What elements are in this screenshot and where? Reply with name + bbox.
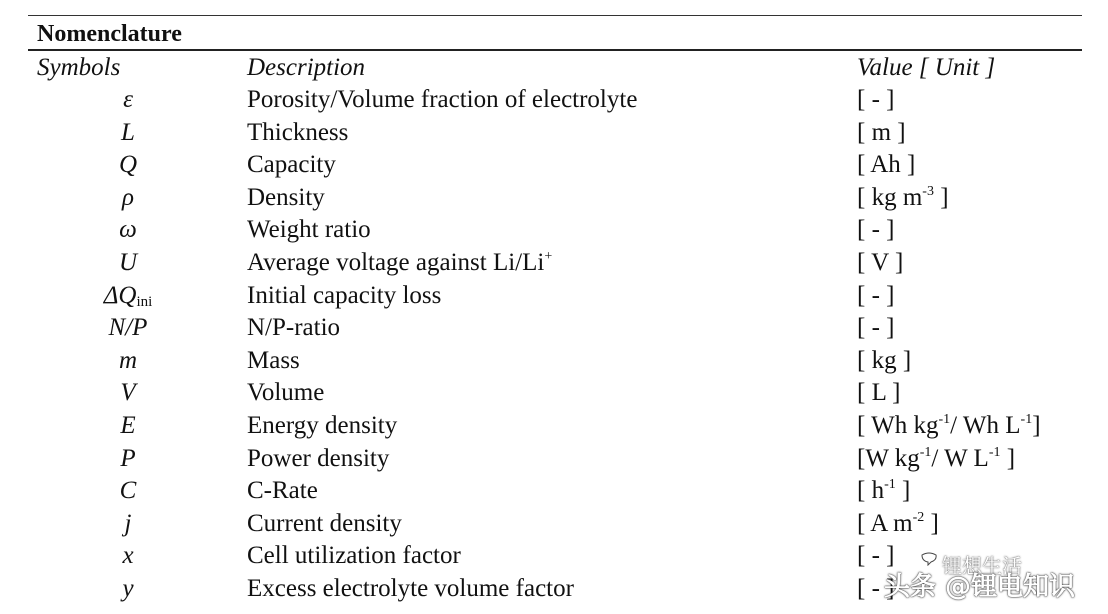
description-superscript: + [544, 248, 553, 264]
row-description: Power density [247, 444, 390, 472]
row-symbol: ρ [122, 183, 134, 211]
table-row [0, 84, 1108, 117]
column-headers [0, 52, 1108, 84]
table-row [0, 443, 1108, 476]
row-symbol: j [124, 509, 132, 537]
value-text: / W L [931, 444, 989, 472]
symbol-subscript: ini [136, 293, 153, 310]
table-row [0, 247, 1108, 280]
table-body [0, 84, 1108, 606]
value-superscript: -1 [884, 477, 896, 493]
row-description: Energy density [247, 411, 398, 439]
row-symbol: L [121, 118, 135, 146]
row-value [857, 182, 949, 214]
value-superscript: -2 [912, 509, 925, 525]
value-text: ] [895, 477, 911, 505]
table-row [0, 508, 1108, 541]
row-symbol: m [118, 346, 138, 374]
row-description: Current density [247, 509, 402, 537]
row-value: [ L ] [857, 379, 901, 407]
table-row [0, 280, 1108, 313]
table-row [0, 475, 1108, 508]
table-row [0, 345, 1108, 378]
watermark-account-name: 锂想生活 [942, 554, 1022, 578]
value-text: [W kg [857, 444, 920, 472]
value-text: [ h [857, 477, 885, 505]
watermark-source: 头条 @锂电知识 [884, 572, 1076, 602]
header-rule [28, 49, 1082, 51]
row-value [857, 443, 1015, 475]
row-description: Density [247, 183, 325, 211]
row-description: Capacity [247, 151, 336, 179]
table-row [0, 117, 1108, 150]
row-symbol: U [118, 248, 138, 276]
value-text: [ Wh kg [857, 411, 939, 439]
chat-bubble-icon [920, 552, 938, 566]
header-value: Value [ Unit ] [857, 54, 996, 81]
row-symbol: y [122, 574, 134, 602]
row-symbol: Q [118, 151, 138, 179]
header-description: Description [247, 54, 366, 81]
row-symbol: V [120, 379, 136, 407]
table-row [0, 410, 1108, 443]
value-text: / Wh L [950, 411, 1021, 439]
table-row [0, 214, 1108, 247]
row-value: [ Ah ] [857, 151, 916, 179]
value-text: [ kg m [857, 183, 923, 211]
row-value: [ V ] [857, 248, 904, 276]
value-text: ] [924, 509, 939, 537]
row-description [247, 247, 552, 279]
row-value: [ - ] [857, 574, 895, 602]
table-row [0, 377, 1108, 410]
row-value: [ - ] [857, 542, 895, 570]
value-superscript: -1 [988, 444, 1001, 460]
value-superscript: -1 [1020, 411, 1033, 427]
value-superscript: -3 [922, 183, 934, 199]
value-text: ] [933, 183, 949, 211]
row-description: Thickness [247, 118, 349, 146]
row-description: Mass [247, 346, 300, 374]
description-text: Average voltage against Li/Li [247, 248, 545, 276]
row-description: N/P-ratio [247, 314, 341, 342]
row-value: [ - ] [857, 216, 895, 244]
row-description: Excess electrolyte volume factor [247, 574, 574, 602]
row-value [857, 508, 939, 540]
row-value: [ - ] [857, 86, 895, 113]
row-symbol: N/P [108, 314, 148, 342]
value-text: ] [1000, 444, 1016, 472]
row-value: [ - ] [857, 281, 895, 309]
row-symbol: E [120, 411, 136, 439]
table-row [0, 182, 1108, 215]
row-value [857, 410, 1041, 442]
table-row [0, 149, 1108, 182]
row-symbol: ω [119, 216, 137, 244]
symbol-text: ΔQ [103, 281, 137, 309]
row-symbol: x [122, 542, 134, 570]
value-text: ] [1032, 411, 1041, 439]
top-rule [28, 15, 1082, 16]
row-symbol: P [120, 444, 136, 472]
row-symbol: C [119, 477, 137, 505]
value-superscript: -1 [919, 444, 932, 460]
table-title: Nomenclature [37, 21, 182, 47]
row-description: Initial capacity loss [247, 281, 442, 309]
row-description: Porosity/Volume fraction of electrolyte [247, 86, 638, 113]
row-value [857, 475, 910, 507]
row-symbol: ε [123, 86, 133, 113]
row-description: C-Rate [247, 477, 318, 505]
row-description: Weight ratio [247, 216, 371, 244]
watermark [880, 550, 1100, 610]
row-description: Volume [247, 379, 325, 407]
row-value: [ kg ] [857, 346, 912, 374]
row-description: Cell utilization factor [247, 542, 461, 570]
value-superscript: -1 [938, 411, 951, 427]
table-row [0, 312, 1108, 345]
row-value: [ - ] [857, 314, 895, 342]
header-symbols: Symbols [37, 54, 121, 81]
row-value: [ m ] [857, 118, 906, 146]
value-text: [ A m [857, 509, 913, 537]
